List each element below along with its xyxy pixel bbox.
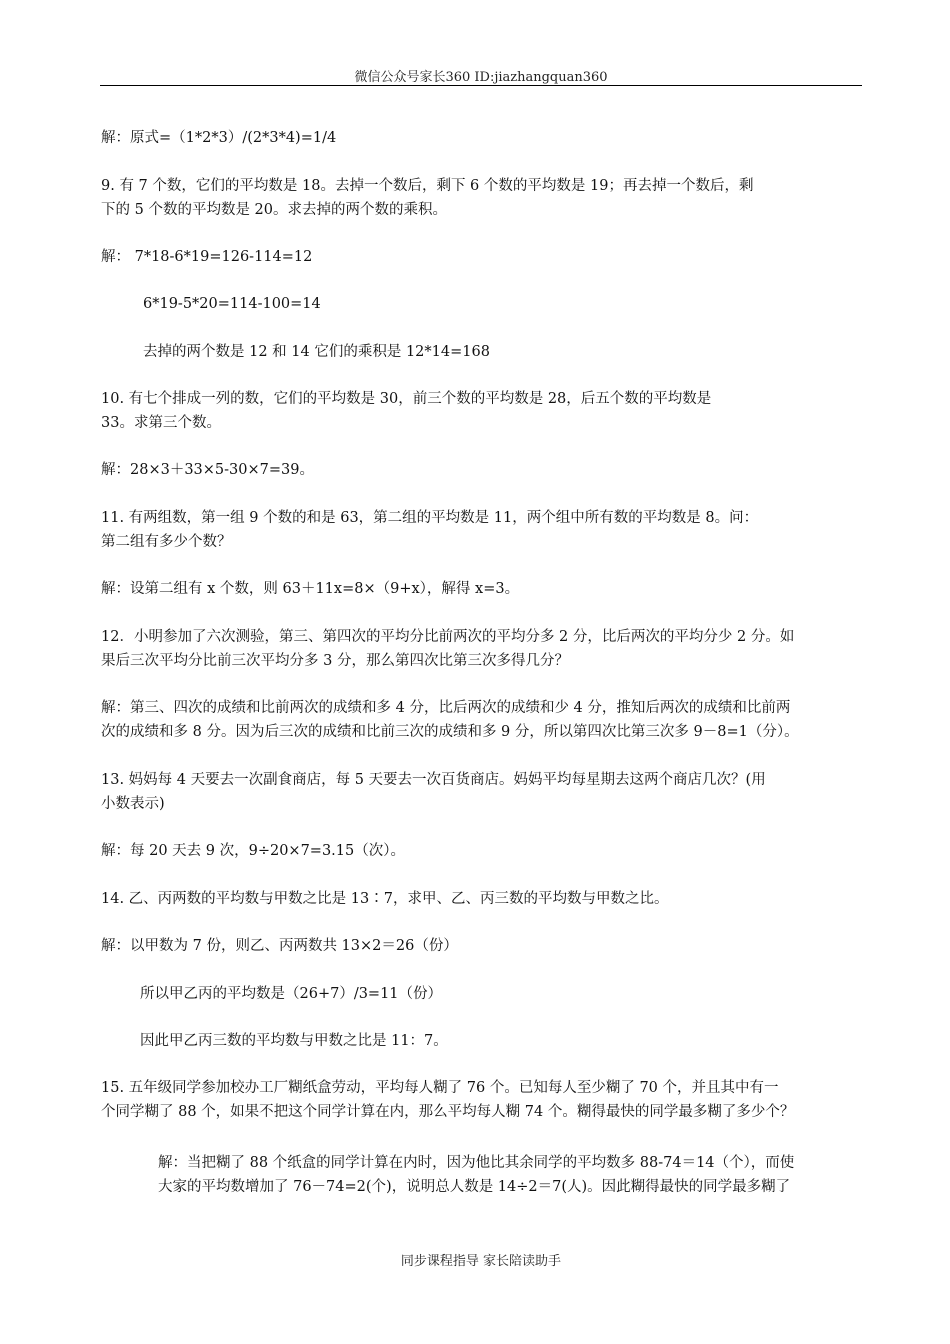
text-line: 12．小明参加了六次测验，第三、第四次的平均分比前两次的平均分多 2 分，比后两次的平均分少 2 分。如 xyxy=(101,629,795,645)
text-line: 所以甲乙丙的平均数是（26+7）/3=11（份） xyxy=(140,986,443,1002)
text-line: 13. 妈妈每 4 天要去一次副食商店，每 5 天要去一次百货商店。妈妈平均每星期去这两个商店几次？(用 xyxy=(101,772,766,788)
text-line: 11. 有两组数，第一组 9 个数的和是 63，第二组的平均数是 11，两个组中所有数的平均数是 8。问： xyxy=(101,510,759,526)
text-line: 解： 7*18-6*19=126-114=12 xyxy=(101,249,313,265)
text-line: 解：以甲数为 7 份，则乙、丙两数共 13×2＝26（份） xyxy=(101,938,458,954)
text-line: 15. 五年级同学参加校办工厂糊纸盒劳动，平均每人糊了 76 个。已知每人至少糊了 70 个，并且其中有一 xyxy=(101,1080,779,1096)
text-line: 果后三次平均分比前三次平均分多 3 分，那么第四次比第三次多得几分？ xyxy=(101,653,569,669)
text-line: 因此甲乙丙三数的平均数与甲数之比是 11：7。 xyxy=(140,1033,448,1049)
text-line: 解：28×3＋33×5-30×7=39。 xyxy=(101,462,314,478)
header-divider xyxy=(100,85,862,86)
text-line: 解：当把糊了 88 个纸盒的同学计算在内时，因为他比其余同学的平均数多 88-74＝14（个），而使 xyxy=(158,1155,795,1171)
page-header: 微信公众号家长360 ID:jiazhangquan360 xyxy=(354,70,608,85)
text-line: 第二组有多少个数？ xyxy=(101,534,232,550)
text-line: 解：设第二组有 x 个数，则 63＋11x=8×（9+x），解得 x=3。 xyxy=(101,581,520,597)
text-line: 14. 乙、丙两数的平均数与甲数之比是 13∶7，求甲、乙、丙三数的平均数与甲数之比。 xyxy=(101,891,669,907)
text-line: 10. 有七个排成一列的数，它们的平均数是 30，前三个数的平均数是 28，后五个数的平均数是 xyxy=(101,391,712,407)
text-line: 大家的平均数增加了 76－74=2(个)，说明总人数是 14÷2＝7(人)。因此糊得最快的同学最多糊了 xyxy=(158,1179,791,1195)
text-line: 6*19-5*20=114-100=14 xyxy=(143,296,321,312)
text-line: 解：第三、四次的成绩和比前两次的成绩和多 4 分，比后两次的成绩和少 4 分，推知后两次的成绩和比前两 xyxy=(101,700,791,716)
text-line: 解：原式=（1*2*3）/(2*3*4)=1/4 xyxy=(101,130,337,146)
text-line: 解：每 20 天去 9 次，9÷20×7=3.15（次）。 xyxy=(101,843,405,859)
text-line: 去掉的两个数是 12 和 14 它们的乘积是 12*14=168 xyxy=(143,344,490,360)
page-footer: 同步课程指导 家长陪读助手 xyxy=(400,1254,562,1269)
text-line: 次的成绩和多 8 分。因为后三次的成绩和比前三次的成绩和多 9 分，所以第四次比第三次多 9－8=1（分）。 xyxy=(101,724,799,740)
text-line: 下的 5 个数的平均数是 20。求去掉的两个数的乘积。 xyxy=(101,202,448,218)
text-line: 小数表示) xyxy=(101,796,165,812)
text-line: 个同学糊了 88 个，如果不把这个同学计算在内，那么平均每人糊 74 个。糊得最快的同学最多糊了多少个？ xyxy=(101,1104,795,1120)
text-line: 9. 有 7 个数，它们的平均数是 18。去掉一个数后，剩下 6 个数的平均数是 19；再去掉一个数后，剩 xyxy=(101,178,754,194)
text-line: 33。求第三个数。 xyxy=(101,415,221,431)
